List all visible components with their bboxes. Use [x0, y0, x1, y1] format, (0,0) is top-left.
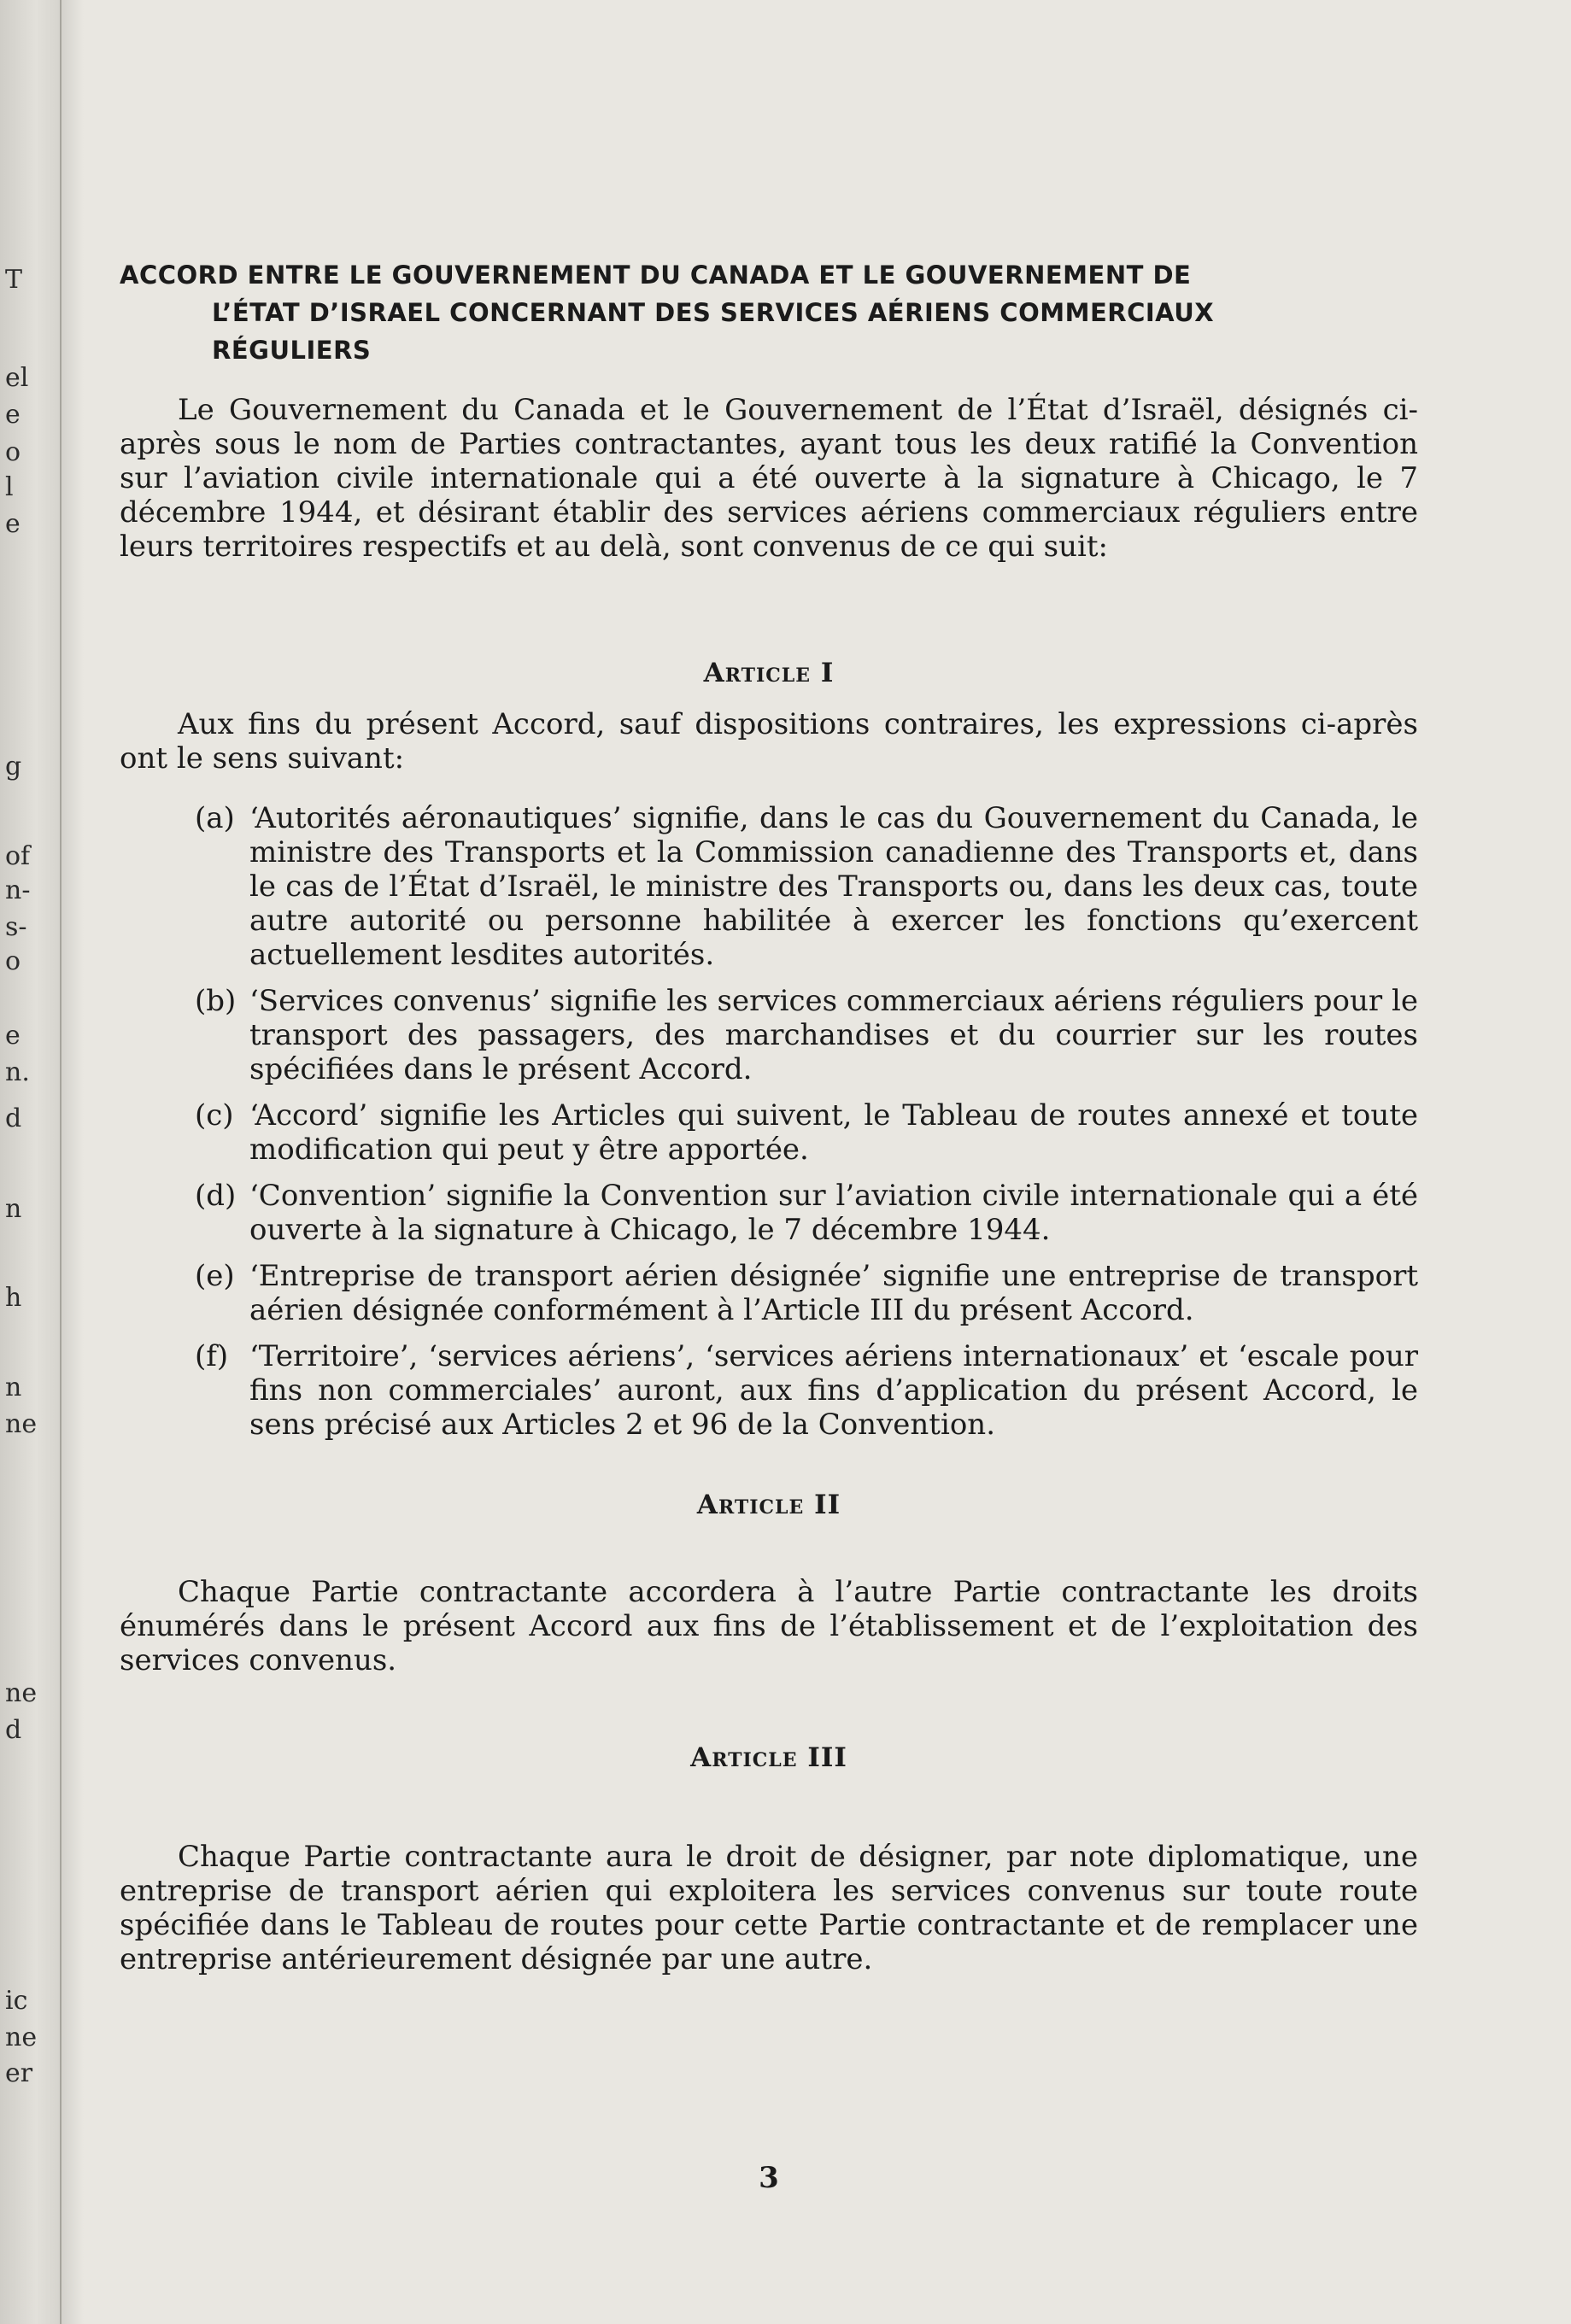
article-3-heading: Article III	[690, 1742, 847, 1773]
margin-fragment: ne	[5, 1409, 38, 1439]
definition-marker: (f)	[195, 1339, 229, 1373]
definition-marker: (d)	[195, 1179, 237, 1213]
margin-fragment: ne	[5, 2023, 38, 2052]
gutter-shadow	[60, 0, 84, 2324]
definition-marker: (b)	[195, 984, 237, 1018]
article-1-heading: Article I	[703, 658, 835, 688]
margin-fragment: l	[5, 472, 14, 502]
margin-fragment: h	[5, 1283, 22, 1313]
margin-fragment: e	[5, 400, 21, 430]
margin-fragment: T	[5, 265, 23, 295]
margin-fragment: n	[5, 1373, 22, 1402]
preamble-paragraph: Le Gouvernement du Canada et le Gouvernement de l’État d’Israël, désignés ci-après sous le nom de Parties contractantes, ayant tous les deux ratifié la Convention sur l’aviation civile internationale qui a été ouverte à la signature à Chicago, le 7 décembre 1944, et désirant établir des services aériens commerciaux réguliers entre leurs territoires respectifs et au delà, sont convenus de ce qui suit:	[120, 393, 1418, 564]
margin-fragment: d	[5, 1715, 22, 1745]
margin-fragment: er	[5, 2058, 33, 2088]
definition-marker: (a)	[195, 801, 235, 835]
margin-fragment: e	[5, 1021, 21, 1051]
definition-item	[120, 801, 1418, 972]
definition-text: ‘Territoire’, ‘services aériens’, ‘services aériens internationaux’ et ‘escale pour fins non commerciales’ auront, aux fins d’application du présent Accord, le sens précisé aux Articles 2 et 96 de la Convention.	[249, 1339, 1418, 1442]
definition-text: ‘Services convenus’ signifie les services commerciaux aériens réguliers pour le transport des passagers, des marchandises et du courrier sur les routes spécifiées dans le présent Accord.	[249, 984, 1418, 1086]
agreement-title	[120, 256, 1418, 369]
margin-fragment: n-	[5, 875, 31, 905]
article-1-intro: Aux fins du présent Accord, sauf dispositions contraires, les expressions ci-après ont le sens suivant:	[120, 707, 1418, 776]
page-number: 3	[759, 2161, 779, 2195]
definition-item	[120, 1098, 1418, 1167]
margin-fragment: ic	[5, 1986, 28, 2016]
margin-fragment: e	[5, 509, 21, 539]
margin-fragment: ne	[5, 1678, 38, 1708]
margin-fragment: o	[5, 946, 21, 976]
definition-item	[120, 1179, 1418, 1247]
margin-fragment: n.	[5, 1057, 30, 1087]
article-2-paragraph: Chaque Partie contractante accordera à l’autre Partie contractante les droits énumérés dans le présent Accord aux fins de l’établissement et de l’exploitation des services convenus.	[120, 1575, 1418, 1677]
title-line: RÉGULIERS	[212, 336, 372, 365]
previous-page-edge	[0, 0, 62, 2324]
definition-marker: (c)	[195, 1098, 234, 1133]
margin-fragment: of	[5, 841, 31, 871]
definition-item	[120, 984, 1418, 1086]
title-line: ACCORD ENTRE LE GOUVERNEMENT DU CANADA ET LE GOUVERNEMENT DE	[120, 260, 1192, 290]
definition-item	[120, 1259, 1418, 1327]
definition-text: ‘Convention’ signifie la Convention sur l’aviation civile internationale qui a été ouverte à la signature à Chicago, le 7 décembre 1944.	[249, 1179, 1418, 1247]
margin-fragment: s-	[5, 912, 27, 942]
article-3-paragraph: Chaque Partie contractante aura le droit de désigner, par note diplomatique, une entreprise de transport aérien qui exploitera les services convenus sur toute route spécifiée dans le Tableau de routes pour cette Partie contractante et de remplacer une entreprise antérieurement désignée par une autre.	[120, 1840, 1418, 1976]
definition-marker: (e)	[195, 1259, 235, 1293]
margin-fragment: g	[5, 752, 22, 781]
article-2-heading: Article II	[696, 1490, 841, 1520]
margin-fragment: o	[5, 437, 21, 467]
definition-text: ‘Entreprise de transport aérien désignée’ signifie une entreprise de transport aérien désignée conformément à l’Article III du présent Accord.	[249, 1259, 1418, 1327]
margin-fragment: n	[5, 1194, 22, 1224]
title-line: L’ÉTAT D’ISRAEL CONCERNANT DES SERVICES AÉRIENS COMMERCIAUX	[212, 298, 1215, 327]
definition-item	[120, 1339, 1418, 1442]
margin-fragment: d	[5, 1103, 22, 1133]
definition-text: ‘Autorités aéronautiques’ signifie, dans le cas du Gouvernement du Canada, le ministre des Transports et la Commission canadienne des Transports et, dans le cas de l’État d’Israël, le ministre des Transports ou, dans les deux cas, toute autre autorité ou personne habilitée à exercer les fonctions qu’exercent actuellement lesdites autorités.	[249, 801, 1418, 972]
margin-fragment: el	[5, 363, 29, 393]
document-page	[120, 256, 1418, 2195]
definition-text: ‘Accord’ signifie les Articles qui suivent, le Tableau de routes annexé et toute modification qui peut y être apportée.	[249, 1098, 1418, 1167]
